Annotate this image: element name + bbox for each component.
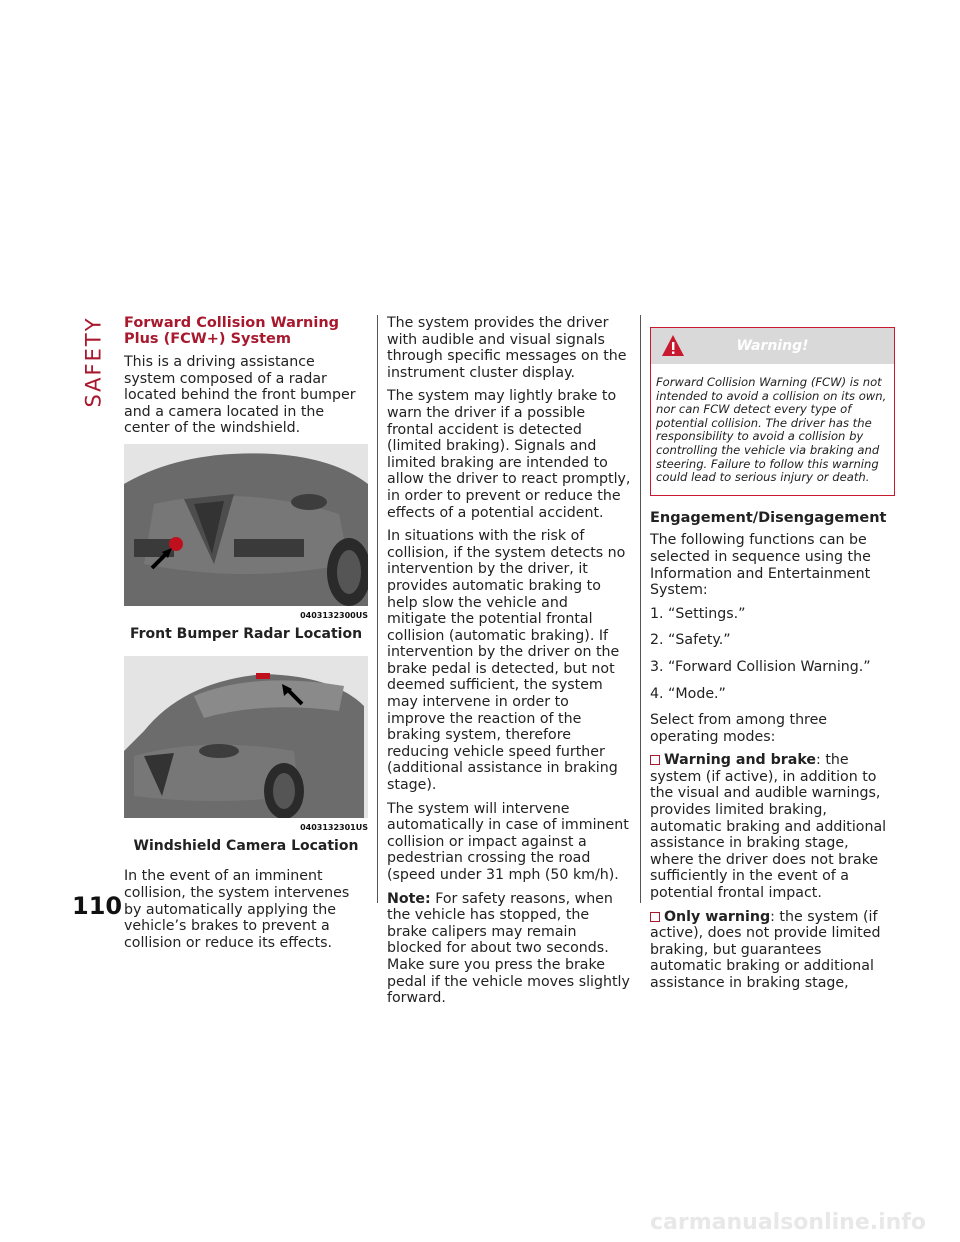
warning-header bbox=[651, 328, 894, 364]
column-1 bbox=[124, 315, 368, 958]
paragraph: The system may lightly brake to warn the driver if a possible frontal accident is detected (limited braking). Signals and limited braking are intended to allow the driver to react promptly, in order to prevent or reduce the effects of a potential accident. bbox=[387, 388, 631, 521]
paragraph: The system will intervene automatically in case of imminent collision or impact against a pedestrian crossing the road (speed under 31 mph (50 km/h). bbox=[387, 800, 629, 883]
section-label: SAFETY bbox=[81, 316, 106, 408]
checkbox-icon bbox=[650, 755, 660, 765]
front-bumper-figure bbox=[124, 444, 368, 606]
section-heading: Forward Collision Warning Plus (FCW+) System bbox=[124, 315, 340, 347]
warning-box bbox=[650, 327, 895, 496]
mode-item bbox=[650, 752, 895, 901]
figure-caption: Front Bumper Radar Location bbox=[129, 625, 363, 642]
intro-paragraph: This is a driving assistance system composed of a radar located behind the front bumper and a camera located in the center of the windshield. bbox=[124, 354, 356, 437]
modes-intro: Select from among three operating modes: bbox=[650, 712, 828, 745]
column-divider bbox=[377, 315, 378, 903]
steps-list bbox=[650, 606, 895, 702]
warning-text: Forward Collision Warning (FCW) is not intended to avoid a collision on its own, nor can FCW detect every type of potential collision. The driver has the responsibility to avoid a collision by controlling the vehicle via braking and steering. Failure to follow this warning could lead to serious injury or death. bbox=[656, 375, 887, 485]
closing-paragraph: In the event of an imminent collision, the system intervenes by automatically applying the vehicle’s brakes to prevent a collision or reduce its effects. bbox=[124, 868, 350, 951]
figure-code: 0403132301US bbox=[300, 823, 368, 833]
mode-label: Only warning bbox=[664, 908, 771, 925]
warning-title: Warning! bbox=[736, 338, 809, 354]
list-item: 4. “Mode.” bbox=[650, 685, 726, 702]
paragraph: The system provides the driver with audible and visual signals through specific messages on the instrument cluster display. bbox=[387, 315, 627, 381]
figure-caption: Windshield Camera Location bbox=[133, 837, 359, 854]
subsection-heading: Engagement/Disengagement bbox=[650, 509, 887, 526]
windshield-figure bbox=[124, 656, 368, 818]
list-item: 2. “Safety.” bbox=[650, 632, 731, 649]
section-tab bbox=[70, 316, 106, 408]
mode-text: : the system (if active), in addition to the visual and audible warnings, provides limited braking, automatic braking and additional assistance in braking stage, where the driver does not brake sufficiently in the event of a potential frontal impact. bbox=[650, 752, 887, 902]
watermark: carmanualsonline.info bbox=[650, 1210, 926, 1235]
note-label: Note: bbox=[387, 890, 431, 907]
list-item: 3. “Forward Collision Warning.” bbox=[650, 658, 871, 675]
page-number: 110 bbox=[72, 892, 123, 920]
note-paragraph bbox=[387, 891, 631, 1007]
list-item: 1. “Settings.” bbox=[650, 605, 746, 622]
mode-item bbox=[650, 909, 895, 992]
column-3 bbox=[650, 315, 895, 999]
car-windshield-illustration bbox=[124, 656, 368, 818]
column-divider bbox=[640, 315, 641, 903]
checkbox-icon bbox=[650, 912, 660, 922]
paragraph: In situations with the risk of collision, if the system detects no intervention by the driver, it provides automatic braking to help slow the vehicle and mitigate the potential frontal collision (automatic braking). If intervention by the driver on the brake pedal is detected, but not deemed sufficient, the system may intervene in order to improve the reaction of the braking system, therefore reducing vehicle speed further (additional assistance in braking stage). bbox=[387, 528, 626, 794]
figure-code: 0403132300US bbox=[300, 610, 368, 620]
mode-text: : the system (if active), does not provide limited braking, but guarantees automatic braking or additional assistance in braking stage, bbox=[650, 908, 881, 991]
column-2 bbox=[387, 315, 631, 1014]
car-front-illustration bbox=[124, 444, 368, 606]
mode-label: Warning and brake bbox=[664, 752, 817, 769]
intro-paragraph: The following functions can be selected in sequence using the Information and Entertainment System: bbox=[650, 532, 871, 599]
note-text: For safety reasons, when the vehicle has stopped, the brake calipers may remain blocked for about two seconds. Make sure you press the brake pedal if the vehicle moves slightly forward. bbox=[387, 890, 630, 1007]
